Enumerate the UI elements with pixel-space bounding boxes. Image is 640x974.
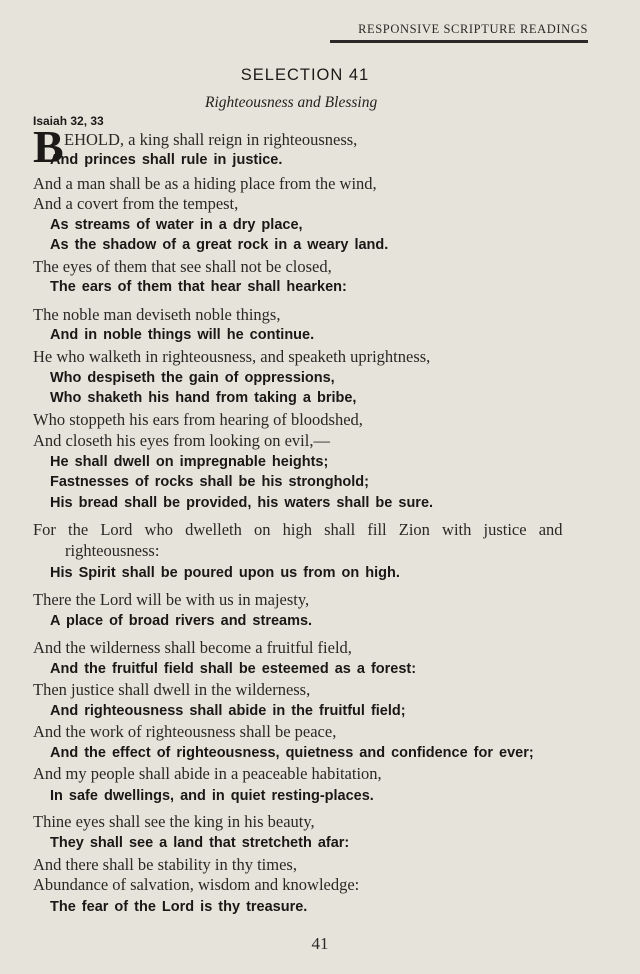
people-response-line: The ears of them that hear shall hearken:	[50, 279, 347, 295]
reader-line: And my people shall abide in a peaceable habitation,	[33, 764, 382, 783]
page-number: 41	[311, 934, 329, 953]
reader-line: The noble man deviseth noble things,	[33, 305, 281, 324]
people-response-line: Who shaketh his hand from taking a bribe,	[50, 390, 357, 406]
people-response-line: And the effect of righteousness, quietness and confidence for ever;	[50, 745, 534, 761]
reader-line: Who stoppeth his ears from hearing of bloodshed,	[33, 410, 363, 429]
reader-line: And the wilderness shall become a fruitful field,	[33, 638, 352, 657]
people-response-line: And princes shall rule in justice.	[50, 152, 283, 168]
reader-line: The eyes of them that see shall not be closed,	[33, 257, 332, 276]
selection-title: SELECTION 41	[240, 66, 370, 84]
people-response-line: His bread shall be provided, his waters shall be sure.	[50, 495, 434, 511]
reader-line: Abundance of salvation, wisdom and knowledge:	[33, 875, 360, 894]
scripture-reference: Isaiah 32, 33	[33, 114, 104, 128]
people-response-line: And the fruitful field shall be esteemed as a forest:	[50, 661, 417, 677]
reader-line: And there shall be stability in thy times,	[33, 855, 297, 874]
people-response-line: He shall dwell on impregnable heights;	[50, 454, 329, 470]
people-response-line: As streams of water in a dry place,	[50, 217, 303, 233]
people-response-line: Fastnesses of rocks shall be his stronghold;	[50, 474, 369, 490]
people-response-line: His Spirit shall be poured upon us from on high.	[50, 565, 400, 581]
reader-line: Thine eyes shall see the king in his beauty,	[33, 812, 315, 831]
people-response-line: A place of broad rivers and streams.	[50, 613, 313, 629]
reader-line: And a man shall be as a hiding place from the wind,	[33, 174, 377, 193]
people-response-line: Who despiseth the gain of oppressions,	[50, 370, 335, 386]
reader-line: There the Lord will be with us in majesty,	[33, 590, 310, 609]
reader-line: And the work of righteousness shall be peace,	[33, 722, 337, 741]
reader-line: EHOLD, a king shall reign in righteousness,	[64, 130, 358, 149]
people-response-line: They shall see a land that stretcheth afar:	[50, 835, 350, 851]
people-response-line: The fear of the Lord is thy treasure.	[50, 899, 308, 915]
running-head: RESPONSIVE SCRIPTURE READINGS	[358, 22, 588, 36]
reader-line: righteousness:	[65, 541, 160, 560]
reader-line: For the Lord who dwelleth on high shall fill Zion with justice and	[33, 520, 563, 539]
selection-subtitle: Righteousness and Blessing	[205, 94, 378, 111]
reader-line: And a covert from the tempest,	[33, 194, 239, 213]
drop-cap: B	[33, 121, 64, 172]
people-response-line: And in noble things will he continue.	[50, 327, 315, 343]
reader-line: He who walketh in righteousness, and speaketh uprightness,	[33, 347, 431, 366]
people-response-line: As the shadow of a great rock in a weary land.	[50, 237, 389, 253]
reader-line: And closeth his eyes from looking on evil,—	[33, 431, 330, 450]
people-response-line: In safe dwellings, and in quiet resting-places.	[50, 788, 374, 804]
people-response-line: And righteousness shall abide in the fruitful field;	[50, 703, 406, 719]
reader-line: Then justice shall dwell in the wilderness,	[33, 680, 311, 699]
